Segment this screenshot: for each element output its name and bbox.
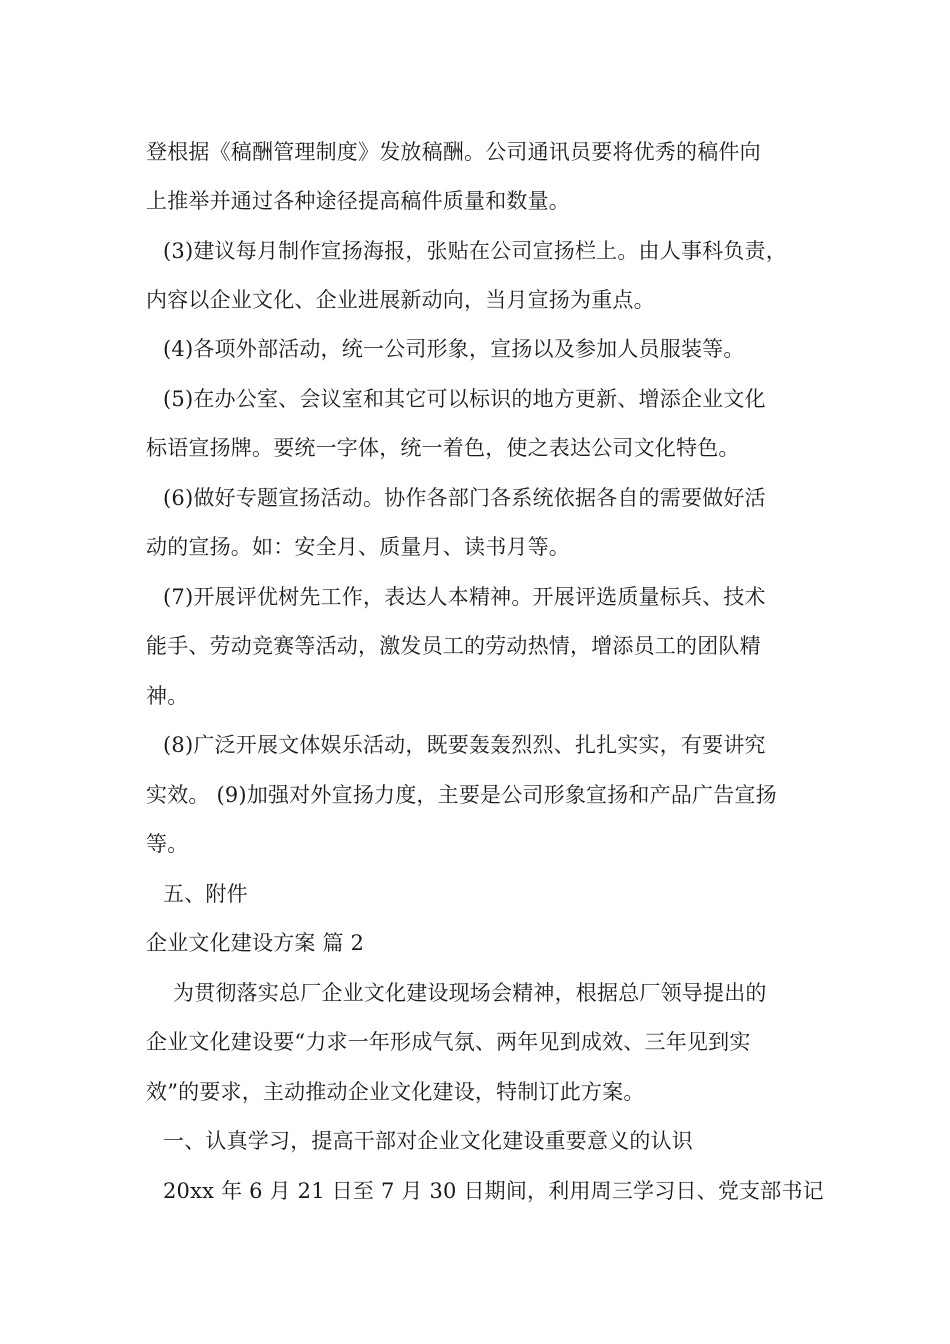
paragraph-line: 动的宣扬。如：安全月、质量月、读书月等。 [146,535,570,559]
paragraph-line: (7)开展评优树先工作，表达人本精神。开展评选质量标兵、技术 [163,585,766,609]
paragraph-line: (6)做好专题宣扬活动。协作各部门各系统依据各自的需要做好活 [163,486,766,510]
paragraph-line: 上推举并通过各种途径提高稿件质量和数量。 [146,189,570,213]
section-heading: 一、认真学习，提高干部对企业文化建设重要意义的认识 [163,1129,693,1153]
paragraph-line: 实效。 (9)加强对外宣扬力度，主要是公司形象宣扬和产品广告宣扬 [146,783,777,807]
paragraph-line: 登根据《稿酬管理制度》发放稿酬。公司通讯员要将优秀的稿件向 [146,140,761,164]
paragraph-line: 20xx 年 6 月 21 日至 7 月 30 日期间，利用周三学习日、党支部书记 [163,1179,824,1203]
paragraph-line: 等。 [146,832,189,856]
paragraph-line: 能手、劳动竞赛等活动，激发员工的劳动热情，增添员工的团队精 [146,634,761,658]
paragraph-line: (4)各项外部活动，统一公司形象，宣扬以及参加人员服装等。 [163,337,745,361]
paragraph-line: 内容以企业文化、企业进展新动向，当月宣扬为重点。 [146,288,655,312]
paragraph-line: (8)广泛开展文体娱乐活动，既要轰轰烈烈、扎扎实实，有要讲究 [163,733,766,757]
paragraph-line: (3)建议每月制作宣扬海报，张贴在公司宣扬栏上。由人事科负责， [163,239,787,263]
paragraph-line: 神。 [146,684,189,708]
paragraph-line: 标语宣扬牌。要统一字体，统一着色，使之表达公司文化特色。 [146,436,740,460]
paragraph-line: 效”的要求，主动推动企业文化建设，特制订此方案。 [146,1080,645,1104]
section-heading: 五、附件 [163,882,248,906]
section-title: 企业文化建设方案 篇 2 [146,931,365,955]
paragraph-line: (5)在办公室、会议室和其它可以标识的地方更新、增添企业文化 [163,387,766,411]
paragraph-line: 为贯彻落实总厂企业文化建设现场会精神，根据总厂领导提出的 [173,981,767,1005]
paragraph-line: 企业文化建设要“力求一年形成气氛、两年见到成效、三年见到实 [146,1030,751,1054]
